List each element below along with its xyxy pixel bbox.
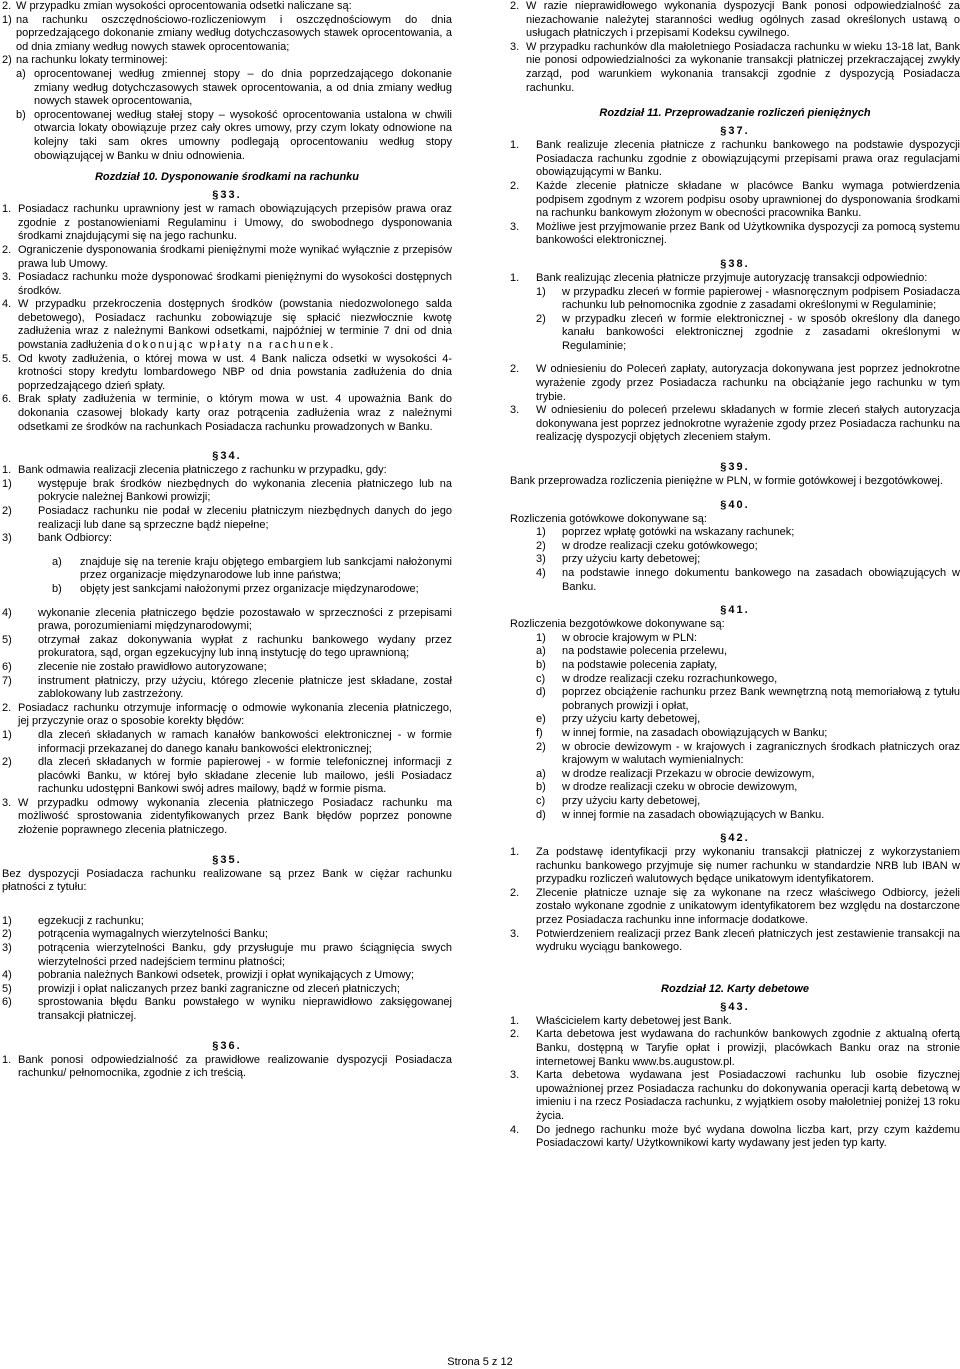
section-33-heading: §33. — [212, 189, 242, 202]
right-column — [510, 0, 960, 1151]
paragraph: 6. Brak spłaty zadłużenia w terminie, o którym mowa w ust. 4 upoważnia Bank do dokonania czasowej blokady karty oraz potrącenia zadłużenia wraz z należnymi odsetkami ze środków na rachunkach Posiadacza rachunku prowadzonych w Banku. — [2, 393, 452, 433]
list-item: d) w innej formie na zasadach obowiązujących w Banku. — [536, 808, 825, 821]
section-39-heading: §39. — [720, 461, 750, 474]
list-item: a) na podstawie polecenia przelewu, — [536, 645, 728, 658]
page-number: Strona 5 z 12 — [447, 1356, 513, 1368]
list-item: 5) prowizji i opłat naliczanych przez banki zagraniczne od zleceń płatniczych; — [2, 982, 400, 995]
paragraph: 5. Od kwoty zadłużenia, o której mowa w ust. 4 Bank nalicza odsetki w wysokości 4- krotności stopy kredytu lombardowego NBP od dnia powstania zadłużenia do dnia poprzedzającego dzień spłaty. — [2, 352, 452, 392]
paragraph: 3. Możliwe jest przyjmowanie przez Bank od Użytkownika dyspozycji za pomocą systemu bankowości elektronicznej. — [510, 220, 960, 247]
list-item: 4) na podstawie innego dokumentu bankowego na zasadach obowiązujących w Banku. — [536, 567, 960, 593]
paragraph: 1. Bank realizuje zlecenia płatnicze z rachunku bankowego na podstawie dyspozycji Posiadacza rachunku zgodnie z obowiązującymi przepisami prawa oraz regulacjami obowiązującymi w Banku. — [510, 139, 960, 179]
paragraph: 2. W odniesieniu do Poleceń zapłaty, autoryzacja dokonywana jest poprzez jednokrotne wyrażenie zgody przez Posiadacza rachunku na obciążanie jego rachunku w tym trybie. — [510, 363, 960, 403]
paragraph-2-intro: 2. W przypadku zmian wysokości oprocentowania odsetki naliczane są: — [2, 0, 352, 12]
list-item: a) w drodze realizacji Przekazu w obrocie dewizowym, — [536, 767, 815, 780]
chapter-11-heading: Rozdział 11. Przeprowadzanie rozliczeń pieniężnych — [599, 107, 871, 120]
paragraph: 2. Zlecenie płatnicze uznaje się za wykonane na rzecz właściwego Odbiorcy, jeżeli zostało wykonane zgodnie z unikatowym identyfikatorem bez względu na dostarczone przez Posiadacza rachunku inne informacje dodatkowe. — [510, 886, 960, 927]
list-item: c) przy użyciu karty debetowej, — [536, 794, 701, 807]
section-41-heading: §41. — [720, 604, 750, 617]
paragraph: 3. W przypadku odmowy wykonania zlecenia płatniczego Posiadacz rachunku ma możliwość sprostowania zidentyfikowanych przez Bank błędów poprzez ponowne złożenie poprawnego zlecenia płatniczego. — [2, 796, 452, 837]
list-item: 4) wykonanie zlecenia płatniczego będzie pozostawało w sprzeczności z przepisami prawa, porozumieniami międzynarodowymi; — [2, 606, 452, 633]
paragraph: 3. Posiadacz rachunku może dysponować środkami pieniężnymi do wysokości dostępnych środków. — [2, 271, 452, 297]
list-item: 1) występuje brak środków niezbędnych do wykonania zlecenia płatniczego lub na pokrycie należnej Bankowi prowizji; — [2, 477, 452, 504]
list-item: 6) sprostowania błędu Banku powstałego w wyniku nieprawidłowo zaksięgowanej transakcji płatniczej. — [2, 996, 452, 1022]
list-item: 1) w przypadku zleceń w formie papierowej - własnoręcznym podpisem Posiadacza rachunku lub pełnomocnika zgodnie z zasadami określonymi w Regulaminie; — [536, 285, 960, 312]
section-34-heading: §34. — [212, 450, 242, 463]
section-37-heading: §37. — [720, 125, 750, 138]
paragraph: 1. Za podstawę identyfikacji przy wykonaniu transakcji płatniczej z wykorzystaniem rachunku bankowego przyjmuje się numer rachunku w standardzie NRB lub IBAN w przypadku rozliczeń walutowych będące unikatowym identyfikatorem. — [510, 846, 960, 886]
list-item: 5) otrzymał zakaz dokonywania wypłat z rachunku bankowego wydany przez prokuratora, sąd, organ egzekucyjny lub inną instytucję do tego uprawnioną; — [2, 633, 452, 660]
paragraph: 2. W razie nieprawidłowego wykonania dyspozycji Bank ponosi odpowiedzialność za niezachowanie należytej staranności według ogólnych zasad określonych ustawą o usługach płatniczych i przepisami Kodeksu cywilnego. — [510, 0, 960, 40]
paragraph: 1. Bank ponosi odpowiedzialność za prawidłowe realizowanie dyspozycji Posiadacza rachunku/ pełnomocnika, zgodnie z ich treścią. — [2, 1053, 452, 1080]
paragraph: 4. Do jednego rachunku może być wydana dowolna liczba kart, przy czym każdemu Posiadaczowi karty/ Użytkownikowi karty wydawany jest jeden typ karty. — [510, 1123, 960, 1150]
list-item: b) oprocentowanej według stałej stopy – wysokość oprocentowania ustalona w chwili otwarcia lokaty obowiązuje przez cały okres umowy, przy czym lokaty odnowione na kolejny taki sam okres umowny podlegają oprocentowaniu według stopy obowiązującej w Banku w dniu odnowienia. — [16, 108, 452, 162]
section-38-heading: §38. — [720, 257, 750, 270]
list-item: 1) poprzez wpłatę gotówki na wskazany rachunek; — [536, 526, 795, 539]
section-42-heading: §42. — [720, 832, 750, 845]
paragraph: 1. Właścicielem karty debetowej jest Bank. — [510, 1014, 732, 1027]
list-item: 2) dla zleceń składanych w formie papierowej - w formie telefonicznej informacji z placówki Banku, w której było składane zlecenie lub mailowo, jeśli Posiadacz rachunku udostępni Bankowi swój adres mailowy, bądź w formie pisma. — [2, 756, 452, 796]
list-item: 1) na rachunku oszczędnościowo-rozliczeniowym i oszczędnościowym do dnia poprzedzającego dokonanie zmiany według dotychczasowych stawek oprocentowania, a od dnia zmiany według nowych stawek oprocentowania; — [2, 13, 452, 53]
paragraph: 1. Posiadacz rachunku uprawniony jest w ramach obowiązujących przepisów prawa oraz zgodnie z postanowieniami Regulaminu i Umowy, do swobodnego dysponowania środkami znajdującymi się na jego rachunku. — [2, 203, 452, 243]
list-item: 2) w obrocie dewizowym - w krajowych i zagranicznych środkach płatniczych oraz krajowym w walutach wymienialnych: — [536, 740, 960, 767]
list-item: e) przy użyciu karty debetowej, — [536, 713, 701, 726]
paragraph: 3. Karta debetowa wydawana jest Posiadaczowi rachunku lub osobie fizycznej upoważnionej przez Posiadacza rachunku do dokonywania operacji kartą debetową w imieniu i na rzecz Posiadacza rachunku, z wyjątkiem osoby małoletniej poniżej 13 roku życia. — [510, 1069, 960, 1122]
list-item: b) na podstawie polecenia zapłaty, — [536, 658, 718, 671]
list-item: 1) egzekucji z rachunku; — [2, 914, 144, 927]
list-item: c) w drodze realizacji czeku rozrachunkowego, — [536, 672, 778, 685]
paragraph: Rozliczenia bezgotówkowe dokonywane są: — [510, 618, 725, 631]
paragraph: 2. Posiadacz rachunku otrzymuje informację o odmowie wykonania zlecenia płatniczego, jej przyczynie oraz o sposobie korekty błędów: — [2, 701, 452, 728]
section-43-heading: §43. — [720, 1000, 750, 1013]
chapter-10-heading: Rozdział 10. Dysponowanie środkami na rachunku — [94, 171, 360, 184]
section-36-heading: §36. — [212, 1039, 242, 1052]
paragraph: Bank przeprowadza rozliczenia pieniężne w PLN, w formie gotówkowej i bezgotówkowej. — [510, 475, 943, 488]
list-item: 4) pobrania należnych Bankowi odsetek, prowizji i opłat wynikających z Umowy; — [2, 969, 415, 982]
list-item: d) poprzez obciążenie rachunku przez Bank wewnętrzną notą memoriałową z tytułu pobranych prowizji i opłat, — [536, 686, 960, 712]
list-item: 7) instrument płatniczy, przy użyciu, którego zlecenie płatnicze jest składane, został zablokowany lub zastrzeżony. — [2, 674, 452, 701]
list-item: 3) przy użyciu karty debetowej; — [536, 553, 701, 566]
paragraph: 2. Karta debetowa jest wydawana do rachunków bankowych zgodnie z aktualną ofertą Banku, dostępną w Taryfie opłat i prowizji, placówkach Banku oraz na stronie internetowej Banku www.bs.augustow.pl. — [510, 1028, 960, 1068]
paragraph: 3. W odniesieniu do poleceń przelewu składanych w formie zleceń stałych autoryzacja dokonywana jest poprzez jednokrotne wyrażenie zgody przez Posiadacza rachunku na realizację dyspozycji objętych zleceniem stałym. — [510, 404, 960, 444]
list-item: 2) na rachunku lokaty terminowej: — [2, 54, 168, 67]
list-item: 2) w drodze realizacji czeku gotówkowego; — [536, 539, 758, 552]
left-column — [2, 0, 452, 1081]
paragraph: 1. Bank realizując zlecenia płatnicze przyjmuje autoryzację transakcji odpowiednio: — [510, 271, 928, 284]
list-item: b) objęty jest sankcjami nałożonymi przez organizacje międzynarodowe; — [52, 582, 419, 595]
list-item: 6) zlecenie nie zostało prawidłowo autoryzowane; — [2, 660, 267, 673]
list-item: 1) w obrocie krajowym w PLN: — [536, 631, 698, 644]
list-item: 2) w przypadku zleceń w formie elektronicznej - w sposób określony dla danego kanału bankowości elektronicznej zgodnie z zasadami określonymi w Regulaminie; — [536, 312, 960, 352]
paragraph: 2. Ograniczenie dysponowania środkami pieniężnymi może wynikać wyłącznie z przepisów prawa lub Umowy. — [2, 243, 452, 270]
paragraph: Bez dyspozycji Posiadacza rachunku realizowane są przez Bank w ciężar rachunku płatności z tytułu: — [2, 867, 452, 894]
paragraph: 4. W przypadku przekroczenia dostępnych środków (powstania niedozwolonego salda debetowego), Posiadacz rachunku zobowiązuje się spłacić niezwłocznie kwotę zadłużenia wraz z należnymi Bankowi odsetkami, najpóźniej w terminie 7 dni od dnia powstania zadłużenia dokonując wpłaty na rachunek. — [2, 298, 452, 352]
chapter-12-heading: Rozdział 12. Karty debetowe — [661, 982, 809, 995]
list-item: f) w innej formie, na zasadach obowiązujących w Banku; — [536, 726, 828, 739]
list-item: 2) potrącenia wymagalnych wierzytelności Banku; — [2, 928, 268, 941]
list-item: 3) bank Odbiorcy: — [2, 532, 112, 545]
list-item: 3) potrącenia wierzytelności Banku, gdy przysługuje mu prawo ściągnięcia swych wierzytelności przed nadejściem terminu płatności; — [2, 942, 452, 968]
paragraph: 2. Każde zlecenie płatnicze składane w placówce Banku wymaga potwierdzenia podpisem zgodnym z wzorem podpisu osoby uprawnionej do dysponowania środkami na rachunku bankowym złożonym w obecności pracownika Banku. — [510, 179, 960, 220]
paragraph: 3. W przypadku rachunków dla małoletniego Posiadacza rachunku w wieku 13-18 lat, Bank nie ponosi odpowiedzialności za wykonanie transakcji płatniczej przekraczającej zwykły zarząd, pod warunkiem wykonania transakcji zgodnie z dyspozycją Posiadacza rachunku. — [510, 40, 960, 94]
paragraph: 3. Potwierdzeniem realizacji przez Bank zleceń płatniczych jest zestawienie transakcji na wydruku wyciągu bankowego. — [510, 927, 960, 954]
list-item: 1) dla zleceń składanych w ramach kanałów bankowości elektronicznej - w formie informacji przekazanej do danego kanału bankowości elektronicznej; — [2, 728, 452, 755]
list-item: a) znajduje się na terenie kraju objętego embargiem lub sankcjami nałożonymi przez organizacje międzynarodowe lub inne państwa; — [52, 555, 452, 582]
paragraph: Rozliczenia gotówkowe dokonywane są: — [510, 512, 707, 525]
section-35-heading: §35. — [212, 853, 242, 866]
paragraph: 1. Bank odmawia realizacji zlecenia płatniczego z rachunku w przypadku, gdy: — [2, 464, 387, 477]
list-item: 2) Posiadacz rachunku nie podał w zleceniu płatniczym niezbędnych danych do jego realizacji lub dane są sprzeczne bądź niepełne; — [2, 505, 452, 531]
section-40-heading: §40. — [720, 498, 750, 511]
list-item: a) oprocentowanej według zmiennej stopy – do dnia poprzedzającego dokonanie zmiany według dotychczasowych stawek oprocentowania, a od dnia zmiany według nowych stawek oprocentowania, — [16, 67, 452, 108]
list-item: b) w drodze realizacji czeku w obrocie dewizowym, — [536, 781, 798, 794]
